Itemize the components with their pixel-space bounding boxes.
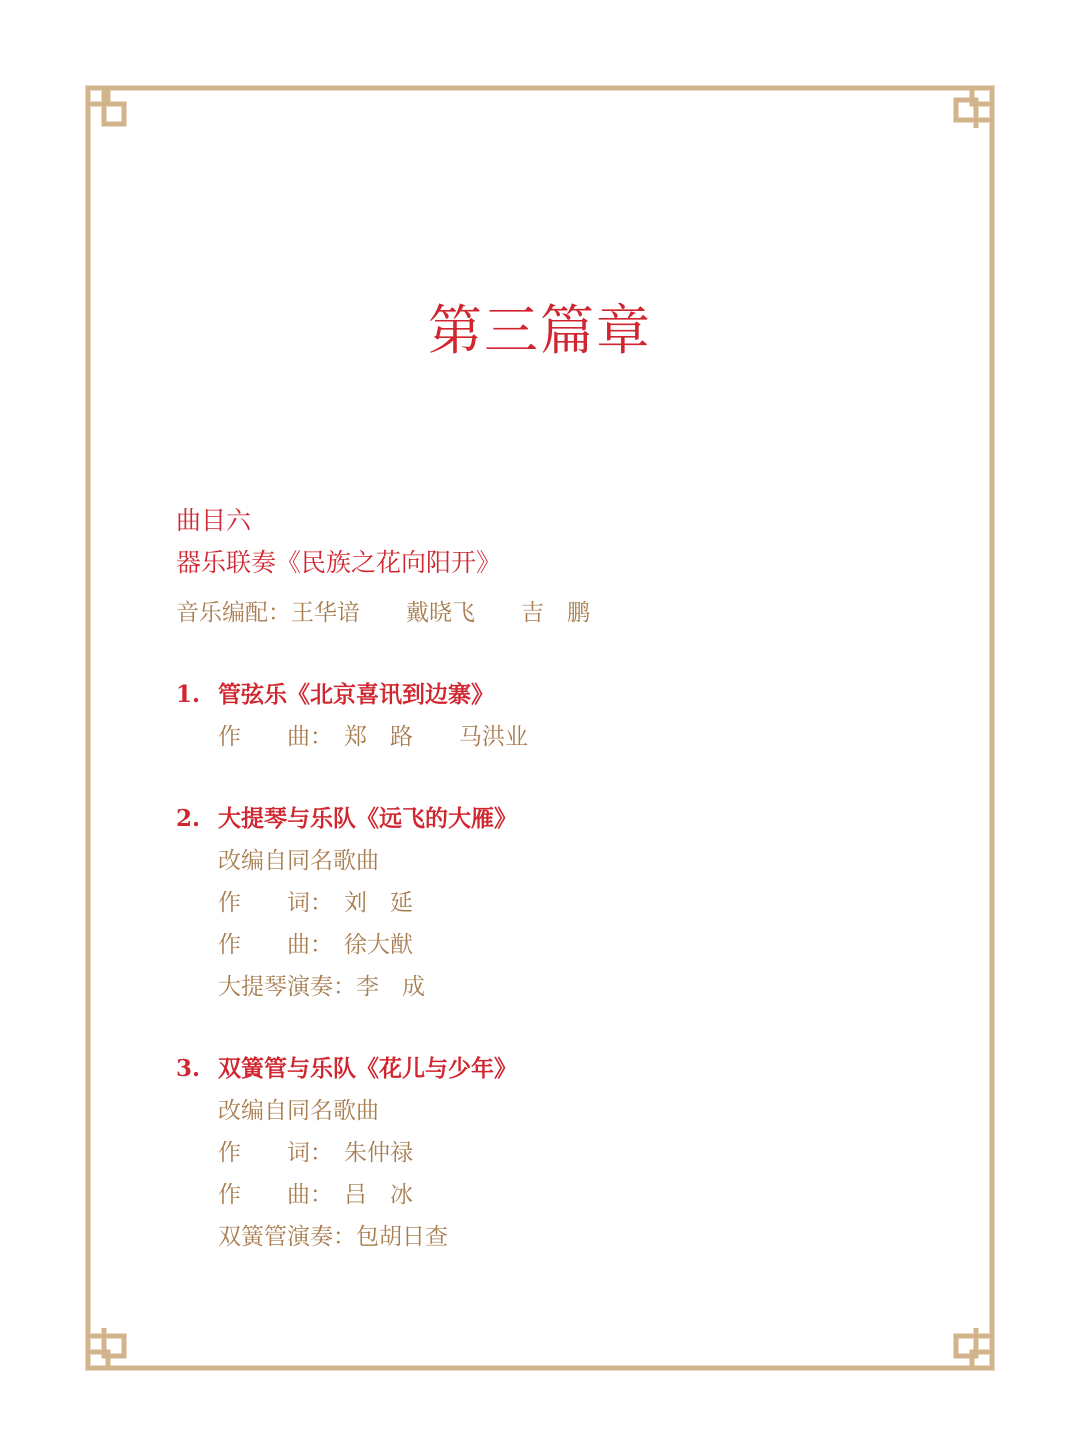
piece-title: [176, 674, 956, 716]
piece-name: 双簧管与乐队《花儿与少年》: [218, 1055, 517, 1082]
credit-value: 吕 冰: [344, 1182, 413, 1208]
credit-role: 作 曲：: [218, 932, 333, 958]
credit-role: 作 词：: [218, 1140, 333, 1166]
credit-role: 双簧管演奏：: [218, 1224, 356, 1250]
credit-line: [176, 966, 956, 1008]
program-arranger: 音乐编配：王华谙 戴晓飞 吉 鹏: [176, 600, 590, 626]
piece-name: 大提琴与乐队《远飞的大雁》: [218, 805, 517, 832]
chapter-title: 第三篇章: [428, 299, 652, 362]
piece-number: 2.: [176, 805, 201, 832]
piece-item-3: [176, 1048, 956, 1258]
credit-value: 郑 路 马洪业: [344, 724, 528, 750]
piece-number: 1.: [176, 681, 201, 708]
credit-line: [176, 924, 956, 966]
credit-line: [176, 716, 956, 758]
corner-ornament-tl: [88, 88, 128, 128]
credit-line: [176, 1216, 956, 1258]
program-label: 曲目六: [176, 506, 252, 535]
corner-ornament-tr: [952, 88, 992, 128]
corner-ornament-br: [952, 1328, 992, 1368]
credit-value: 徐大猷: [344, 932, 413, 958]
credit-role: 作 曲：: [218, 1182, 333, 1208]
credit-role: 作 曲：: [218, 724, 333, 750]
piece-item-1: [176, 674, 956, 758]
piece-note: 改编自同名歌曲: [218, 848, 379, 874]
corner-ornament-bl: [88, 1328, 128, 1368]
piece-item-2: [176, 798, 956, 1008]
credit-line: [176, 882, 956, 924]
credit-value: 朱仲禄: [344, 1140, 413, 1166]
credit-line: [176, 1174, 956, 1216]
piece-number: 3.: [176, 1055, 201, 1082]
credit-value: 李 成: [356, 974, 425, 1000]
piece-title: [176, 1048, 956, 1090]
credit-role: 作 词：: [218, 890, 333, 916]
credit-value: 包胡日查: [356, 1224, 448, 1250]
credit-value: 刘 延: [344, 890, 413, 916]
credit-line: [176, 1132, 956, 1174]
program-name: 器乐联奏《民族之花向阳开》: [176, 548, 502, 577]
credit-role: 大提琴演奏：: [218, 974, 356, 1000]
piece-name: 管弦乐《北京喜讯到边寨》: [218, 681, 494, 708]
piece-note: 改编自同名歌曲: [218, 1098, 379, 1124]
piece-title: [176, 798, 956, 840]
program-content: [176, 500, 956, 1258]
